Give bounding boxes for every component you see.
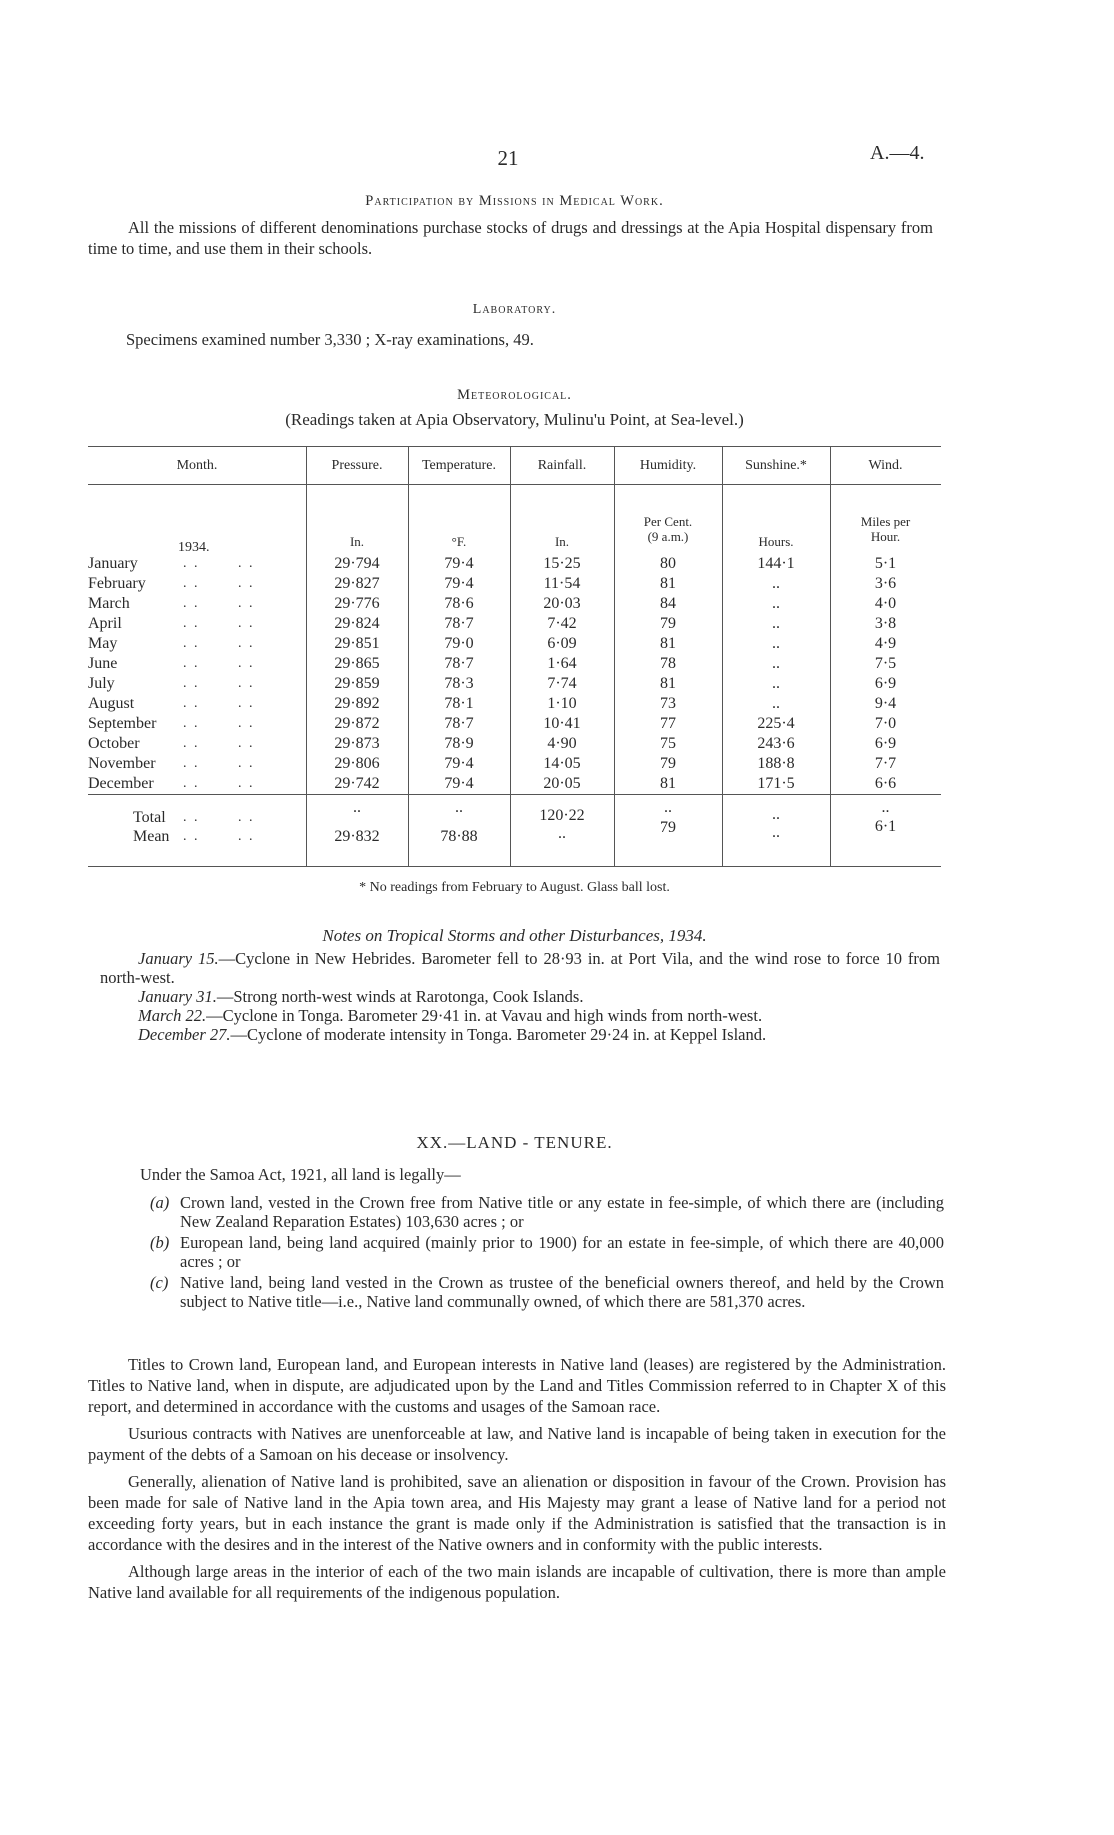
storm-note-text: —Strong north-west winds at Rarotonga, Cook Islands. — [216, 987, 584, 1006]
land-paragraph: Titles to Crown land, European land, and European interests in Native land (leases) are registered by the Administration. Titles to Native land, when in dispute, are adjudicated upon by the Land and Titles Commission referred to in Chapter X of this report, and determined in accordance with the customs and usages of the Samoan race. — [88, 1355, 946, 1416]
cell-sun: .. — [772, 575, 780, 592]
leader-dots: . . — [183, 776, 200, 791]
leader-dots: . . — [238, 756, 255, 771]
mean-pressure: 29·832 — [334, 828, 380, 845]
leader-dots: . . — [238, 676, 255, 691]
cell-rain: 6·09 — [547, 635, 577, 652]
month-label: January — [88, 555, 138, 572]
land-intro: Under the Samoa Act, 1921, all land is legally— — [140, 1165, 461, 1184]
cell-temp: 78·7 — [444, 715, 474, 732]
total-rain: 120·22 — [539, 807, 585, 824]
leader-dots: . . — [238, 616, 255, 631]
storm-note-date: January 15. — [138, 949, 219, 968]
cell-sun: .. — [772, 635, 780, 652]
column-header-wind: Wind. — [868, 458, 903, 473]
cell-wind: 4·0 — [874, 595, 897, 612]
mean-temp: 78·88 — [440, 828, 478, 845]
mean-wind: 6·1 — [874, 818, 897, 835]
cell-sun: 188·8 — [757, 755, 795, 772]
land-paragraph: Although large areas in the interior of each of the two main islands are incapable of cultivation, there is more than ample Native land available for all requirements of the indigenous population. — [88, 1562, 946, 1602]
cell-wind: 6·9 — [874, 675, 897, 692]
cell-temp: 78·6 — [444, 595, 474, 612]
storm-note-date: January 31. — [138, 987, 217, 1006]
cell-rain: 7·74 — [547, 675, 577, 692]
cell-temp: 79·4 — [444, 755, 474, 772]
column-header-sunshine: Sunshine.* — [745, 458, 807, 473]
land-category-label: (c) — [150, 1273, 169, 1292]
meteorological-table — [88, 446, 941, 868]
mean-rain: .. — [558, 825, 566, 842]
month-label: March — [88, 595, 130, 612]
cell-rain: 1·64 — [547, 655, 577, 672]
month-label: July — [88, 675, 115, 692]
cell-pressure: 29·851 — [334, 635, 380, 652]
storm-note-text: —Cyclone in Tonga. Barometer 29·41 in. at Vavau and high winds from north-west. — [206, 1006, 763, 1025]
total-hum: .. — [664, 799, 672, 816]
leader-dots: . . — [183, 676, 200, 691]
cell-hum: 77 — [660, 715, 676, 732]
total-label: Total — [133, 809, 166, 826]
cell-pressure: 29·859 — [334, 675, 380, 692]
cell-wind: 7·5 — [874, 655, 897, 672]
column-header-pressure: Pressure. — [331, 458, 383, 473]
cell-temp: 78·9 — [444, 735, 474, 752]
month-label: May — [88, 635, 118, 652]
leader-dots: . . — [238, 696, 255, 711]
cell-wind: 7·0 — [874, 715, 897, 732]
leader-dots: . . — [183, 736, 200, 751]
leader-dots: . . — [238, 810, 255, 825]
cell-hum: 81 — [660, 675, 676, 692]
total-pressure: .. — [353, 799, 361, 816]
cell-hum: 75 — [660, 735, 676, 752]
cell-temp: 79·0 — [444, 635, 474, 652]
cell-wind: 7·7 — [874, 755, 897, 772]
cell-temp: 78·1 — [444, 695, 474, 712]
document-reference: A.—4. — [870, 142, 925, 164]
cell-hum: 79 — [660, 615, 676, 632]
cell-wind: 5·1 — [874, 555, 897, 572]
cell-pressure: 29·806 — [334, 755, 380, 772]
leader-dots: . . — [183, 556, 200, 571]
cell-wind: 3·6 — [874, 575, 897, 592]
leader-dots: . . — [183, 696, 200, 711]
land-category-label: (a) — [150, 1193, 170, 1212]
cell-rain: 4·90 — [547, 735, 577, 752]
storms-notes — [100, 949, 940, 1044]
land-paragraphs — [88, 1354, 946, 1609]
month-label: September — [88, 715, 157, 732]
leader-dots: . . — [238, 716, 255, 731]
cell-temp: 79·4 — [444, 555, 474, 572]
column-header-humidity: Humidity. — [639, 458, 697, 473]
land-category-text: Native land, being land vested in the Crown as trustee of the beneficial owners thereof, and held by the Crown subject to Native title—i.e., Native land communally owned, of which there are 581,370 acres. — [180, 1273, 944, 1311]
cell-hum: 81 — [660, 775, 676, 792]
mean-sun: .. — [772, 824, 780, 841]
meteorological-subheading: (Readings taken at Apia Observatory, Mulinu'u Point, at Sea-level.) — [285, 410, 744, 429]
unit-wind: Miles per Hour. — [860, 514, 911, 544]
cell-sun: 225·4 — [757, 715, 795, 732]
storm-note — [100, 987, 940, 1006]
cell-hum: 81 — [660, 575, 676, 592]
leader-dots: . . — [238, 776, 255, 791]
total-sun: .. — [772, 806, 780, 823]
laboratory-heading: Laboratory. — [472, 302, 557, 317]
cell-pressure: 29·776 — [334, 595, 380, 612]
cell-hum: 80 — [660, 555, 676, 572]
meteorological-heading: Meteorological. — [457, 387, 572, 403]
unit-pressure: In. — [349, 534, 365, 549]
total-wind: .. — [881, 799, 890, 816]
storm-note — [100, 949, 940, 987]
cell-rain: 11·54 — [543, 575, 581, 592]
cell-wind: 3·8 — [874, 615, 897, 632]
cell-wind: 9·4 — [874, 695, 897, 712]
cell-rain: 1·10 — [547, 695, 577, 712]
mean-hum: 79 — [660, 819, 676, 836]
mean-label: Mean — [133, 828, 170, 845]
cell-sun: 144·1 — [757, 555, 795, 572]
cell-pressure: 29·794 — [334, 555, 380, 572]
leader-dots: . . — [183, 716, 200, 731]
cell-pressure: 29·873 — [334, 735, 380, 752]
land-category-item — [150, 1273, 946, 1311]
land-category-item — [150, 1233, 946, 1271]
cell-rain: 20·05 — [543, 775, 581, 792]
cell-sun: .. — [772, 595, 780, 612]
unit-temperature: °F. — [451, 534, 467, 549]
column-header-rainfall: Rainfall. — [537, 458, 587, 473]
leader-dots: . . — [238, 829, 255, 844]
land-categories — [150, 1193, 946, 1313]
leader-dots: . . — [238, 596, 255, 611]
cell-pressure: 29·824 — [334, 615, 380, 632]
month-label: December — [88, 775, 154, 792]
cell-rain: 14·05 — [543, 755, 581, 772]
leader-dots: . . — [238, 736, 255, 751]
unit-sunshine: Hours. — [758, 534, 794, 549]
total-temp: .. — [455, 799, 463, 816]
cell-sun: 243·6 — [757, 735, 795, 752]
cell-wind: 4·9 — [874, 635, 897, 652]
cell-sun: 171·5 — [757, 775, 795, 792]
storm-note — [100, 1025, 940, 1044]
page-number: 21 — [497, 146, 519, 170]
month-label: February — [88, 575, 146, 592]
leader-dots: . . — [183, 636, 200, 651]
leader-dots: . . — [183, 810, 200, 825]
cell-sun: .. — [772, 615, 780, 632]
cell-temp: 78·7 — [444, 655, 474, 672]
month-label: June — [88, 655, 118, 672]
cell-temp: 78·7 — [444, 615, 474, 632]
storm-note — [100, 1006, 940, 1025]
month-label: November — [88, 755, 156, 772]
land-category-text: Crown land, vested in the Crown free from Native title or any estate in fee-simple, of which there are (including New Zealand Reparation Estates) 103,630 acres ; or — [180, 1193, 944, 1231]
table-footnote: * No readings from February to August. Glass ball lost. — [359, 880, 670, 895]
cell-pressure: 29·827 — [334, 575, 380, 592]
year-label: 1934. — [178, 540, 210, 555]
land-paragraph: Usurious contracts with Natives are unenforceable at law, and Native land is incapable of being taken in execution for the payment of the debts of a Samoan on his decease or insolvency. — [88, 1424, 946, 1464]
cell-sun: .. — [772, 695, 780, 712]
leader-dots: . . — [183, 596, 200, 611]
cell-hum: 79 — [660, 755, 676, 772]
storm-note-date: December 27. — [138, 1025, 231, 1044]
cell-temp: 79·4 — [444, 575, 474, 592]
cell-hum: 78 — [660, 655, 676, 672]
cell-rain: 7·42 — [547, 615, 577, 632]
storm-note-date: March 22. — [138, 1006, 207, 1025]
leader-dots: . . — [183, 756, 200, 771]
land-category-item — [150, 1193, 946, 1231]
cell-pressure: 29·865 — [334, 655, 380, 672]
land-category-text: European land, being land acquired (mainly prior to 1900) for an estate in fee-simple, of which there are 40,000 acres ; or — [180, 1233, 944, 1271]
leader-dots: . . — [183, 829, 200, 844]
cell-wind: 6·6 — [874, 775, 897, 792]
leader-dots: . . — [183, 616, 200, 631]
land-paragraph: Generally, alienation of Native land is prohibited, save an alienation or disposition in favour of the Crown. Provision has been made for sale of Native land in the Apia town area, and His Majesty may grant a lease of Native land for a period not exceeding forty years, but in each instance the grant is made only if the Administration is satisfied that the transaction is in accordance with the desires and in the interest of the Native owners and in conformity with the public interests. — [88, 1472, 946, 1554]
cell-temp: 78·3 — [444, 675, 474, 692]
cell-rain: 15·25 — [543, 555, 581, 572]
cell-temp: 79·4 — [444, 775, 474, 792]
cell-pressure: 29·892 — [334, 695, 380, 712]
missions-heading: Participation by Missions in Medical Work. — [365, 193, 664, 209]
leader-dots: . . — [238, 556, 255, 571]
leader-dots: . . — [238, 636, 255, 651]
month-label: August — [88, 695, 135, 712]
cell-rain: 20·03 — [543, 595, 581, 612]
land-category-label: (b) — [150, 1233, 170, 1252]
month-label: October — [88, 735, 140, 752]
unit-humidity: Per Cent. (9 a.m.) — [643, 514, 693, 544]
cell-pressure: 29·872 — [334, 715, 380, 732]
leader-dots: . . — [238, 576, 255, 591]
storm-note-text: —Cyclone of moderate intensity in Tonga. Barometer 29·24 in. at Keppel Island. — [230, 1025, 767, 1044]
cell-hum: 73 — [660, 695, 676, 712]
land-tenure-heading: XX.—LAND - TENURE. — [416, 1133, 613, 1152]
cell-hum: 84 — [660, 595, 676, 612]
leader-dots: . . — [238, 656, 255, 671]
storms-heading: Notes on Tropical Storms and other Disturbances, 1934. — [322, 926, 707, 945]
leader-dots: . . — [183, 576, 200, 591]
missions-paragraph: All the missions of different denominations purchase stocks of drugs and dressings at the Apia Hospital dispensary from time to time, and use them in their schools. — [88, 218, 933, 258]
cell-rain: 10·41 — [543, 715, 581, 732]
laboratory-paragraph: Specimens examined number 3,330 ; X-ray examinations, 49. — [126, 330, 534, 349]
cell-sun: .. — [772, 655, 780, 672]
cell-wind: 6·9 — [874, 735, 897, 752]
leader-dots: . . — [183, 656, 200, 671]
storm-note-text: —Cyclone in New Hebrides. Barometer fell to 28·93 in. at Port Vila, and the wind rose to force 10 from north-west. — [100, 949, 940, 987]
cell-pressure: 29·742 — [334, 775, 380, 792]
column-header-month: Month. — [176, 458, 218, 473]
unit-rainfall: In. — [554, 534, 570, 549]
month-label: April — [88, 615, 122, 632]
cell-sun: .. — [772, 675, 780, 692]
column-header-temperature: Temperature. — [421, 458, 497, 473]
cell-hum: 81 — [660, 635, 676, 652]
